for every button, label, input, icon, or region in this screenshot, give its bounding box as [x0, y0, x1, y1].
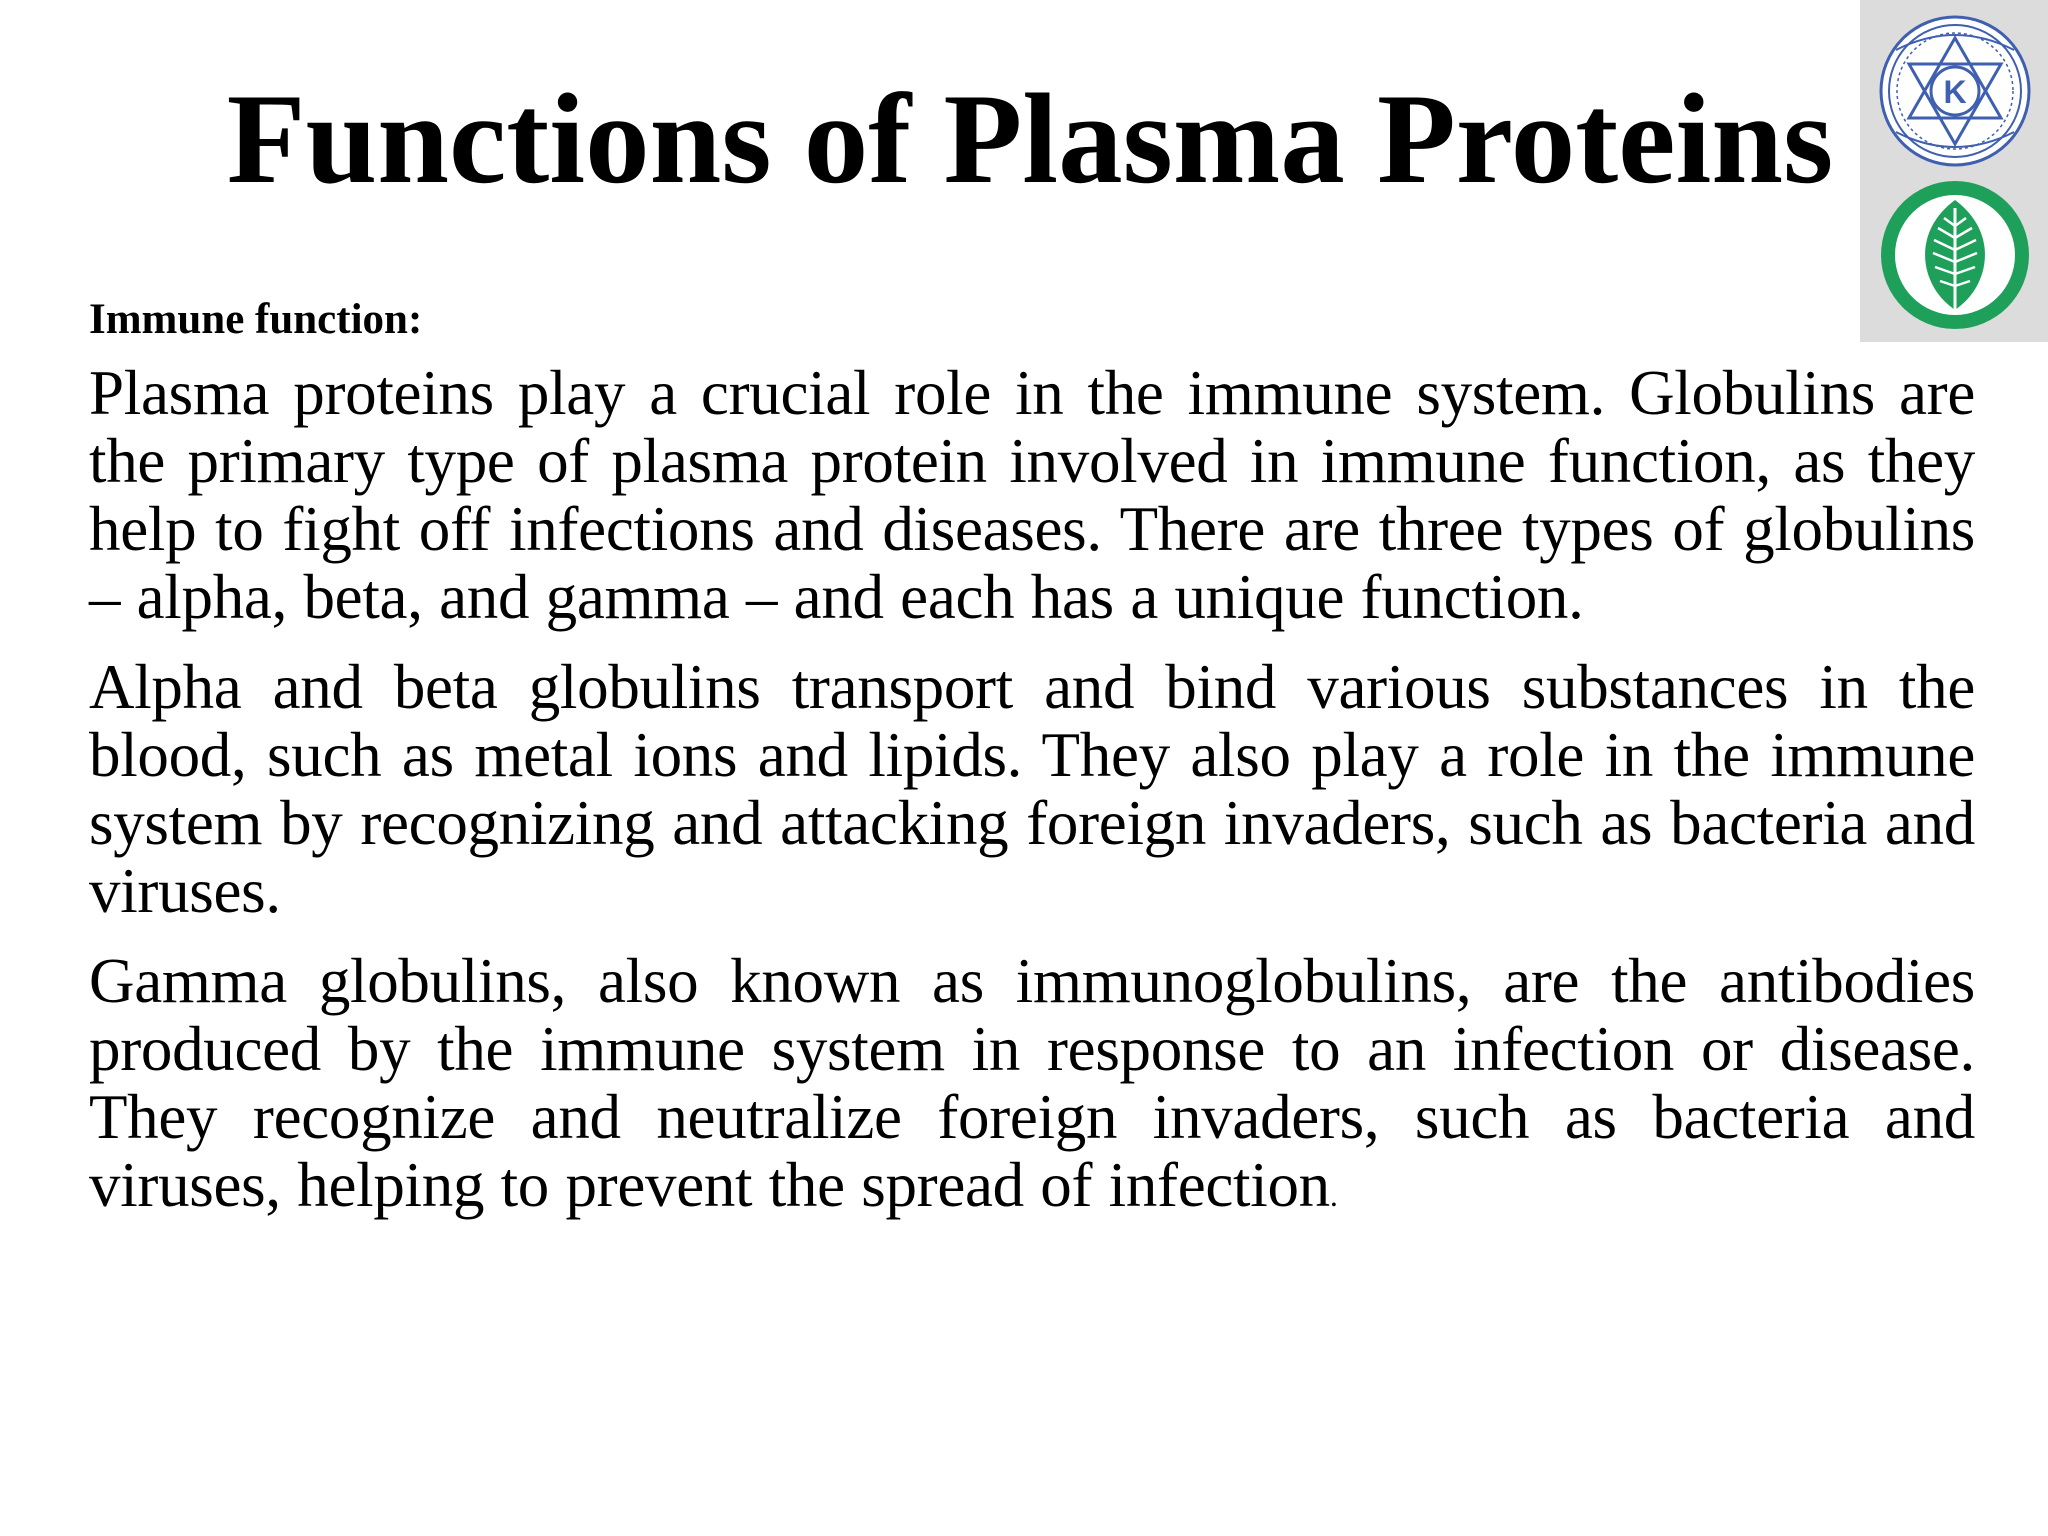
slide-title: Functions of Plasma Proteins: [226, 67, 1834, 210]
slide-body: [89, 359, 1975, 1251]
leaf-emblem-icon: [1878, 178, 2032, 332]
final-period: .: [1329, 1177, 1338, 1213]
institution-emblem-icon: [1876, 12, 2034, 170]
paragraph-gamma-globulins: [89, 947, 1975, 1229]
paragraph-gamma-text: Gamma globulins, also known as immunoglobulins, are the antibodies produced by the immune system in response to an infection or disease. They recognize and neutralize foreign invaders, such as bacteria and viruses, helping to prevent the spread of infection: [89, 946, 1975, 1220]
paragraph-immune-overview: Plasma proteins play a crucial role in the immune system. Globulins are the primary type of plasma protein involved in immune function, as they help to fight off infections and diseases. There are three types of globulins – alpha, beta, and gamma – and each has a unique function.: [89, 358, 1975, 632]
paragraph-alpha-beta-globulins: Alpha and beta globulins transport and bind various substances in the blood, such as metal ions and lipids. They also play a role in the immune system by recognizing and attacking foreign invaders, such as bacteria and viruses.: [89, 652, 1975, 926]
section-heading: Immune function:: [89, 296, 423, 343]
logo-panel: [1860, 0, 2048, 342]
emblem-letter: K: [1943, 74, 1967, 110]
